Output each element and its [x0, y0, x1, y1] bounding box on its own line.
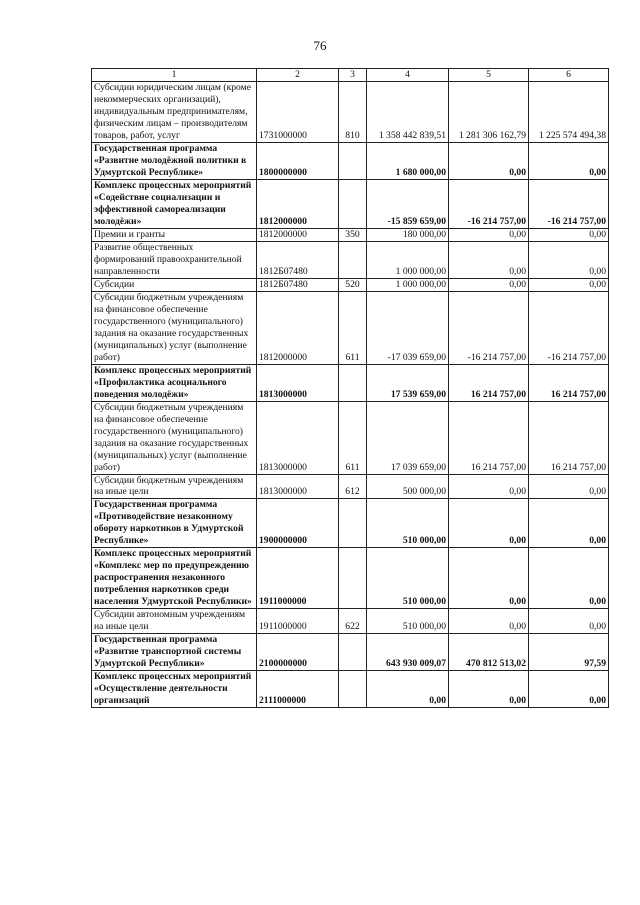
row-value-col4: 510 000,00: [367, 609, 449, 634]
table-row: [92, 241, 609, 278]
header-cell-2: 2: [257, 69, 339, 82]
row-value-col6: 0,00: [529, 142, 609, 179]
row-name-cell: Субсидии бюджетным учреждениям на финансовое обеспечение государственного (муниципального) задания на оказание государственных (муниципальных) услуг (выполнение работ): [92, 401, 257, 474]
row-value-col6: 0,00: [529, 609, 609, 634]
row-value-col6: 0,00: [529, 474, 609, 499]
row-value-col5: 0,00: [449, 474, 529, 499]
row-code-cell: 1812000000: [257, 291, 339, 364]
table-row: [92, 401, 609, 474]
row-code-cell: 1813000000: [257, 364, 339, 401]
table-row: [92, 364, 609, 401]
row-value-col4: 180 000,00: [367, 228, 449, 241]
row-vr-cell: [339, 548, 367, 609]
row-value-col5: 0,00: [449, 548, 529, 609]
row-value-col4: -17 039 659,00: [367, 291, 449, 364]
row-value-col6: 1 225 574 494,38: [529, 82, 609, 143]
row-name-cell: Комплекс процессных мероприятий «Профилактика асоциального поведения молодёжи»: [92, 364, 257, 401]
row-value-col4: 1 000 000,00: [367, 278, 449, 291]
row-code-cell: 1812Б07480: [257, 278, 339, 291]
row-code-cell: 1812000000: [257, 179, 339, 228]
row-vr-cell: 520: [339, 278, 367, 291]
row-name-cell: Субсидии бюджетным учреждениям на иные цели: [92, 474, 257, 499]
row-code-cell: 1813000000: [257, 474, 339, 499]
row-value-col6: 0,00: [529, 228, 609, 241]
row-value-col5: 0,00: [449, 671, 529, 708]
row-vr-cell: [339, 241, 367, 278]
header-cell-3: 3: [339, 69, 367, 82]
row-value-col5: 0,00: [449, 228, 529, 241]
row-value-col6: 16 214 757,00: [529, 364, 609, 401]
row-code-cell: 1812000000: [257, 228, 339, 241]
row-vr-cell: 622: [339, 609, 367, 634]
row-code-cell: 1911000000: [257, 548, 339, 609]
header-cell-4: 4: [367, 69, 449, 82]
row-code-cell: 2100000000: [257, 634, 339, 671]
row-vr-cell: [339, 179, 367, 228]
row-name-cell: Субсидии автономным учреждениям на иные цели: [92, 609, 257, 634]
row-vr-cell: 612: [339, 474, 367, 499]
row-name-cell: Комплекс процессных мероприятий «Содействие социализации и эффективной самореализации молодёжи»: [92, 179, 257, 228]
row-vr-cell: [339, 364, 367, 401]
row-value-col4: -15 859 659,00: [367, 179, 449, 228]
row-name-cell: Субсидии: [92, 278, 257, 291]
row-vr-cell: 350: [339, 228, 367, 241]
row-value-col5: 16 214 757,00: [449, 364, 529, 401]
row-name-cell: Государственная программа «Противодействие незаконному обороту наркотиков в Удмуртской Республике»: [92, 499, 257, 548]
table-row: [92, 499, 609, 548]
row-value-col6: -16 214 757,00: [529, 291, 609, 364]
row-code-cell: 1812Б07480: [257, 241, 339, 278]
row-vr-cell: 611: [339, 291, 367, 364]
row-value-col5: 0,00: [449, 609, 529, 634]
table-row: [92, 82, 609, 143]
row-value-col4: 17 039 659,00: [367, 401, 449, 474]
row-vr-cell: 611: [339, 401, 367, 474]
table-body: [92, 82, 609, 708]
row-vr-cell: [339, 499, 367, 548]
row-name-cell: Комплекс процессных мероприятий «Комплекс мер по предупреждению распространения незаконного потребления наркотиков среди населения Удмуртской Республики»: [92, 548, 257, 609]
row-code-cell: 1900000000: [257, 499, 339, 548]
row-name-cell: Субсидии бюджетным учреждениям на финансовое обеспечение государственного (муниципального) задания на оказание государственных (муниципальных) услуг (выполнение работ): [92, 291, 257, 364]
row-value-col5: 0,00: [449, 499, 529, 548]
row-value-col6: 0,00: [529, 499, 609, 548]
row-value-col4: 510 000,00: [367, 499, 449, 548]
row-code-cell: 1800000000: [257, 142, 339, 179]
row-value-col5: -16 214 757,00: [449, 179, 529, 228]
table-row: [92, 291, 609, 364]
row-value-col6: 16 214 757,00: [529, 401, 609, 474]
row-value-col6: 0,00: [529, 671, 609, 708]
row-name-cell: Комплекс процессных мероприятий «Осуществление деятельности организаций: [92, 671, 257, 708]
row-value-col4: 643 930 009,07: [367, 634, 449, 671]
table-row: [92, 278, 609, 291]
row-value-col5: 16 214 757,00: [449, 401, 529, 474]
budget-table: [91, 68, 609, 708]
row-value-col6: -16 214 757,00: [529, 179, 609, 228]
row-vr-cell: 810: [339, 82, 367, 143]
row-name-cell: Государственная программа «Развитие транспортной системы Удмуртской Республики»: [92, 634, 257, 671]
row-code-cell: 1813000000: [257, 401, 339, 474]
row-vr-cell: [339, 142, 367, 179]
row-value-col4: 510 000,00: [367, 548, 449, 609]
header-cell-1: 1: [92, 69, 257, 82]
row-value-col5: -16 214 757,00: [449, 291, 529, 364]
row-vr-cell: [339, 671, 367, 708]
row-name-cell: Субсидии юридическим лицам (кроме некоммерческих организаций), индивидуальным предпринимателям, физическим лицам – производителям товаров, работ, услуг: [92, 82, 257, 143]
row-value-col5: 1 281 306 162,79: [449, 82, 529, 143]
table-row: [92, 142, 609, 179]
row-value-col4: 1 680 000,00: [367, 142, 449, 179]
row-value-col5: 0,00: [449, 142, 529, 179]
row-value-col5: 0,00: [449, 278, 529, 291]
table-row: [92, 609, 609, 634]
row-vr-cell: [339, 634, 367, 671]
table-header-row: [92, 69, 609, 82]
row-value-col6: 0,00: [529, 241, 609, 278]
table-row: [92, 474, 609, 499]
row-value-col5: 0,00: [449, 241, 529, 278]
row-value-col6: 97,59: [529, 634, 609, 671]
row-value-col4: 1 000 000,00: [367, 241, 449, 278]
row-code-cell: 1731000000: [257, 82, 339, 143]
row-name-cell: Развитие общественных формирований правоохранительной направленности: [92, 241, 257, 278]
header-cell-6: 6: [529, 69, 609, 82]
row-value-col4: 0,00: [367, 671, 449, 708]
table-row: [92, 548, 609, 609]
row-value-col4: 1 358 442 839,51: [367, 82, 449, 143]
table-row: [92, 228, 609, 241]
row-code-cell: 2111000000: [257, 671, 339, 708]
table-row: [92, 671, 609, 708]
row-value-col6: 0,00: [529, 278, 609, 291]
row-name-cell: Государственная программа «Развитие молодёжной политики в Удмуртской Республике»: [92, 142, 257, 179]
page-number: 76: [313, 38, 327, 53]
row-code-cell: 1911000000: [257, 609, 339, 634]
table-row: [92, 634, 609, 671]
row-value-col4: 17 539 659,00: [367, 364, 449, 401]
row-name-cell: Премии и гранты: [92, 228, 257, 241]
table-row: [92, 179, 609, 228]
row-value-col5: 470 812 513,02: [449, 634, 529, 671]
row-value-col4: 500 000,00: [367, 474, 449, 499]
header-cell-5: 5: [449, 69, 529, 82]
row-value-col6: 0,00: [529, 548, 609, 609]
